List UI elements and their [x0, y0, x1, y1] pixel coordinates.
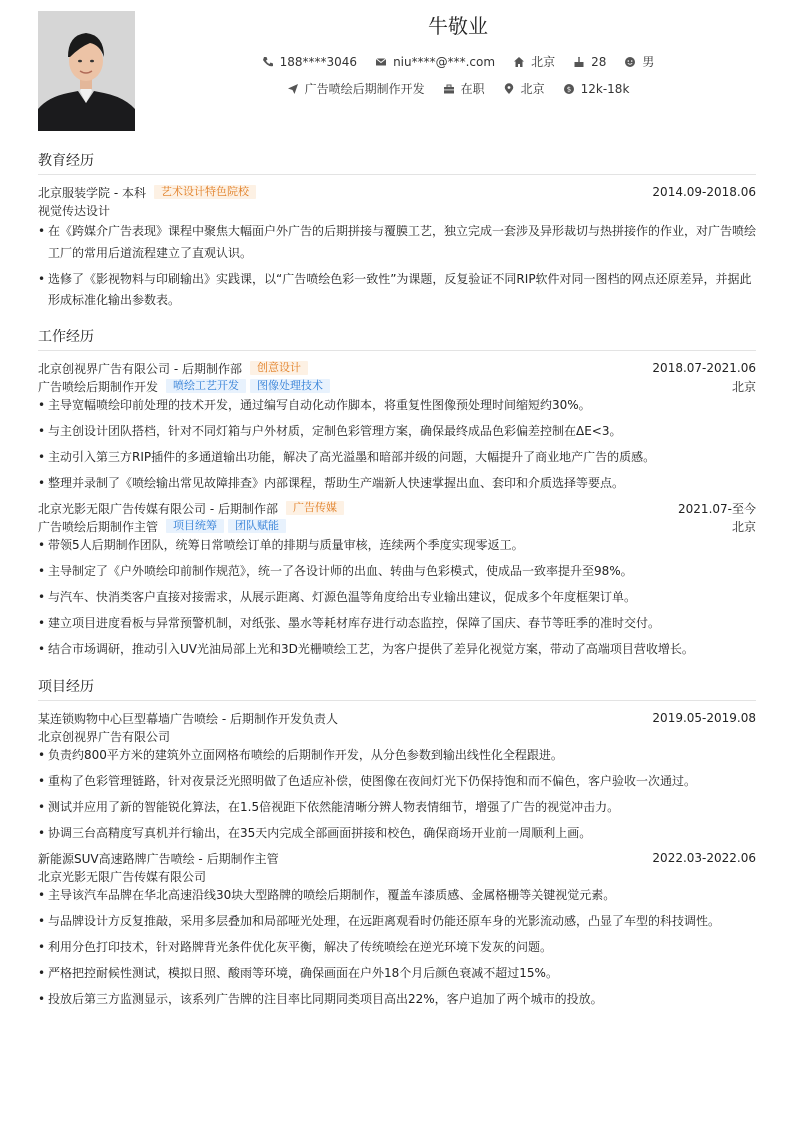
- salary-value: 12k-18k: [580, 81, 630, 96]
- status-value: 在职: [460, 82, 485, 96]
- work-section: [38, 326, 756, 667]
- project-name: 某连锁购物中心巨型幕墙广告喷绘 - 后期制作开发负责人: [38, 711, 338, 726]
- location-info: [513, 53, 555, 70]
- location-icon: [503, 83, 515, 95]
- company-name: 北京光影无限广告传媒有限公司 - 后期制作部: [38, 501, 278, 516]
- intent-row: [0, 80, 794, 97]
- school-name: 北京服装学院 - 本科: [38, 185, 146, 200]
- gender-info: [624, 53, 654, 70]
- list-item: • 建立项目进度看板与异常预警机制，对纸张、墨水等耗材库存进行动态监控，保障了国庆、春节等旺季的准时交付。: [38, 615, 756, 632]
- age-value: 28: [591, 54, 607, 69]
- project-company-row: [38, 867, 756, 885]
- job-bullets: [38, 397, 756, 492]
- project-date: 2019.05-2019.08: [652, 711, 756, 725]
- job-bullets: [38, 537, 756, 658]
- location-value: 北京: [531, 55, 556, 69]
- candidate-name: 牛敬业: [428, 14, 488, 38]
- section-title: 项目经历: [38, 676, 756, 701]
- list-item: • 重构了色彩管理链路，针对夜景泛光照明做了色适应补偿，使图像在夜间灯光下仍保持饱和而不偏色，客户验收一次通过。: [38, 773, 756, 790]
- phone-info: [262, 55, 357, 69]
- home-icon: [513, 56, 525, 68]
- major-row: [38, 201, 756, 219]
- project-name: 新能源SUV高速路牌广告喷绘 - 后期制作主管: [38, 851, 279, 866]
- list-item: • 主导制定了《户外喷绘印前制作规范》，统一了各设计师的出血、转曲与色彩模式，使成品一致率提升至98%。: [38, 563, 756, 580]
- list-item: • 严格把控耐候性测试，模拟日照、酸雨等环境，确保画面在户外18个月后颜色衰减不超过15%。: [38, 965, 756, 982]
- skill-tag: 项目统筹: [166, 519, 224, 533]
- list-item: • 带领5人后期制作团队，统筹日常喷绘订单的排期与质量审核，连续两个季度实现零返工。: [38, 537, 756, 554]
- company-tag: 创意设计: [250, 361, 308, 375]
- job-entry: [38, 359, 756, 492]
- list-item: • 在《跨媒介广告表现》课程中聚焦大幅面户外广告的后期拼接与覆膜工艺，独立完成一套涉及异形裁切与热拼接作的作业，对广告喷绘工厂的常用后道流程建立了直观认识。: [38, 221, 756, 264]
- list-item: • 主动引入第三方RIP插件的多通道输出功能，解决了高光溢墨和暗部并级的问题，大幅提升了商业地产广告的质感。: [38, 449, 756, 466]
- role-row: [38, 517, 756, 535]
- mail-icon: [375, 56, 387, 68]
- svg-text:$: $: [566, 84, 571, 93]
- target-city-value: 北京: [520, 82, 545, 96]
- job-role: 广告喷绘后期制作主管: [38, 519, 159, 534]
- list-item: • 结合市场调研，推动引入UV光油局部上光和3D光栅喷绘工艺，为客户提供了差异化视觉方案，带动了高端项目营收增长。: [38, 641, 756, 658]
- list-item: • 与品牌设计方反复推敲，采用多层叠加和局部哑光处理，在远距离观看时仍能还原车身的光影流动感，凸显了车型的科技调性。: [38, 913, 756, 930]
- money-icon: [563, 83, 575, 95]
- list-item: • 测试并应用了新的智能锐化算法，在1.5倍视距下依然能清晰分辨人物表情细节，增强了广告的视觉冲击力。: [38, 799, 756, 816]
- role-row: [38, 377, 756, 395]
- target-role-value: 广告喷绘后期制作开发: [304, 82, 425, 96]
- email-value: niu****@***.com: [393, 54, 496, 69]
- job-role: 广告喷绘后期制作开发: [38, 379, 159, 394]
- target-role-info: [287, 80, 425, 97]
- job-date: 2018.07-2021.06: [652, 361, 756, 375]
- job-header: [38, 499, 756, 517]
- job-header: [38, 359, 756, 377]
- list-item: • 与主创设计团队搭档，针对不同灯箱与户外材质，定制色彩管理方案，确保最终成品色彩偏差控制在ΔE<3。: [38, 423, 756, 440]
- project-bullets: [38, 887, 756, 1008]
- gender-value: 男: [642, 55, 655, 69]
- section-title: 工作经历: [38, 326, 756, 351]
- project-header: [38, 849, 756, 867]
- company-name: 北京创视界广告有限公司 - 后期制作部: [38, 361, 242, 376]
- age-info: [573, 55, 606, 69]
- status-info: [443, 80, 485, 97]
- email-info: [375, 55, 495, 69]
- job-city: 北京: [731, 519, 756, 534]
- list-item: • 投放后第三方监测显示，该系列广告牌的注目率比同期同类项目高出22%，客户追加了两个城市的投放。: [38, 991, 756, 1008]
- project-entry: [38, 709, 756, 842]
- skill-tag: 喷绘工艺开发: [166, 379, 246, 393]
- job-entry: [38, 499, 756, 658]
- list-item: • 选修了《影视物料与印刷输出》实践课，以“广告喷绘色彩一致性”为课题，反复验证不同RIP软件对同一图档的网点还原差异，并据此形成标准化输出参数表。: [38, 269, 756, 312]
- briefcase-icon: [443, 83, 455, 95]
- projects-section: [38, 676, 756, 1017]
- education-header: [38, 183, 756, 201]
- cake-icon: [573, 56, 585, 68]
- company-tag: 广告传媒: [286, 501, 344, 515]
- send-icon: [287, 83, 299, 95]
- list-item: • 协调三台高精度写真机并行输出，在35天内完成全部画面拼接和校色，确保商场开业前一周顺利上画。: [38, 825, 756, 842]
- skill-tag: 团队赋能: [228, 519, 286, 533]
- school-tag: 艺术设计特色院校: [154, 185, 256, 199]
- job-city: 北京: [731, 379, 756, 394]
- list-item: • 利用分色打印技术，针对路牌背光条件优化灰平衡，解决了传统喷绘在逆光环境下发灰的问题。: [38, 939, 756, 956]
- list-item: • 与汽车、快消类客户直接对接需求，从展示距离、灯源色温等角度给出专业输出建议，促成多个年度框架订单。: [38, 589, 756, 606]
- salary-info: [563, 82, 630, 96]
- contact-row: [0, 53, 794, 70]
- project-company-row: [38, 727, 756, 745]
- gender-icon: [624, 56, 636, 68]
- project-header: [38, 709, 756, 727]
- list-item: • 主导宽幅喷绘印前处理的技术开发，通过编写自动化动作脚本，将重复性图像预处理时间缩短约30%。: [38, 397, 756, 414]
- project-date: 2022.03-2022.06: [652, 851, 756, 865]
- education-date: 2014.09-2018.06: [652, 185, 756, 199]
- target-city-info: [503, 80, 545, 97]
- job-date: 2021.07-至今: [678, 501, 756, 516]
- project-company: 北京光影无限广告传媒有限公司: [38, 869, 207, 884]
- project-company: 北京创视界广告有限公司: [38, 729, 171, 744]
- phone-icon: [262, 56, 274, 68]
- education-bullets: [38, 221, 756, 312]
- project-bullets: [38, 747, 756, 842]
- phone-value: 188****3046: [279, 54, 358, 69]
- major: 视觉传达设计: [38, 203, 111, 218]
- section-title: 教育经历: [38, 150, 756, 175]
- list-item: • 负责约800平方米的建筑外立面网格布喷绘的后期制作开发，从分色参数到输出线性化全程跟进。: [38, 747, 756, 764]
- list-item: • 整理并录制了《喷绘输出常见故障排查》内部课程，帮助生产端新人快速掌握出血、套印和介质选择等要点。: [38, 475, 756, 492]
- skill-tag: 图像处理技术: [250, 379, 330, 393]
- project-entry: [38, 849, 756, 1008]
- education-section: [38, 150, 756, 316]
- list-item: • 主导该汽车品牌在华北高速沿线30块大型路牌的喷绘后期制作，覆盖车漆质感、金属格栅等关键视觉元素。: [38, 887, 756, 904]
